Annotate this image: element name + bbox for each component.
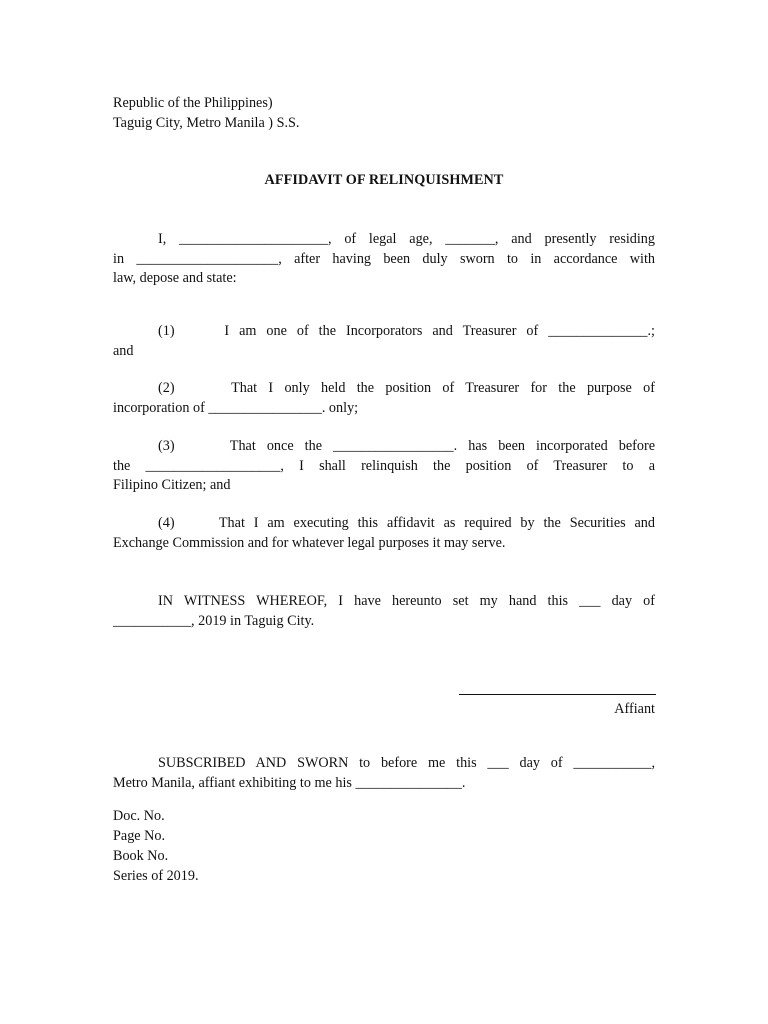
item-4 xyxy=(113,514,655,553)
item-1-line-1: (1) I am one of the Incorporators and Treasurer of ______________.; xyxy=(158,323,655,339)
intro-paragraph xyxy=(113,230,655,289)
intro-line-1: I, _____________________, of legal age, _______, and presently residing xyxy=(158,231,655,247)
item-2-line-2: incorporation of ________________. only; xyxy=(113,399,359,416)
item-3-line-1: (3) That once the _________________. has been incorporated before xyxy=(158,438,655,454)
intro-line-2: in ____________________, after having been duly sworn to in accordance with xyxy=(113,250,655,267)
item-3-line-3: Filipino Citizen; and xyxy=(113,477,231,493)
item-4-line-1: (4) That I am executing this affidavit as required by the Securities and xyxy=(158,515,655,531)
witness-line-1: IN WITNESS WHEREOF, I have hereunto set my hand this ___ day of xyxy=(158,593,655,609)
jurat-line-1: SUBSCRIBED AND SWORN to before me this ___ day of ___________, xyxy=(158,755,655,771)
affiant-label: Affiant xyxy=(614,701,655,717)
item-4-line-2: Exchange Commission and for whatever legal purposes it may serve. xyxy=(113,534,506,551)
item-1-line-2: and xyxy=(113,342,134,359)
witness-paragraph xyxy=(113,592,655,631)
venue-line-2: Taguig City, Metro Manila ) S.S. xyxy=(113,114,300,131)
book-no: Book No. xyxy=(113,848,169,864)
notarial-register xyxy=(113,806,199,886)
affiant-signature-line xyxy=(459,680,656,695)
venue-header xyxy=(113,94,655,133)
series: Series of 2019. xyxy=(113,868,199,884)
venue-line-1: Republic of the Philippines) xyxy=(113,95,273,111)
item-2-line-1: (2) That I only held the position of Treasurer for the purpose of xyxy=(158,380,655,396)
item-3-line-2: the ___________________, I shall relinquish the position of Treasurer to a xyxy=(113,457,655,474)
intro-line-3: law, depose and state: xyxy=(113,270,237,286)
document-title: AFFIDAVIT OF RELINQUISHMENT xyxy=(264,172,504,188)
jurat-paragraph xyxy=(113,754,655,793)
item-3 xyxy=(113,437,655,496)
jurat-line-2: Metro Manila, affiant exhibiting to me his _______________. xyxy=(113,774,466,791)
item-1 xyxy=(113,322,655,361)
doc-no: Doc. No. xyxy=(113,808,165,824)
witness-line-2: ___________, 2019 in Taguig City. xyxy=(113,612,315,629)
item-2 xyxy=(113,379,655,418)
page-no: Page No. xyxy=(113,828,166,844)
